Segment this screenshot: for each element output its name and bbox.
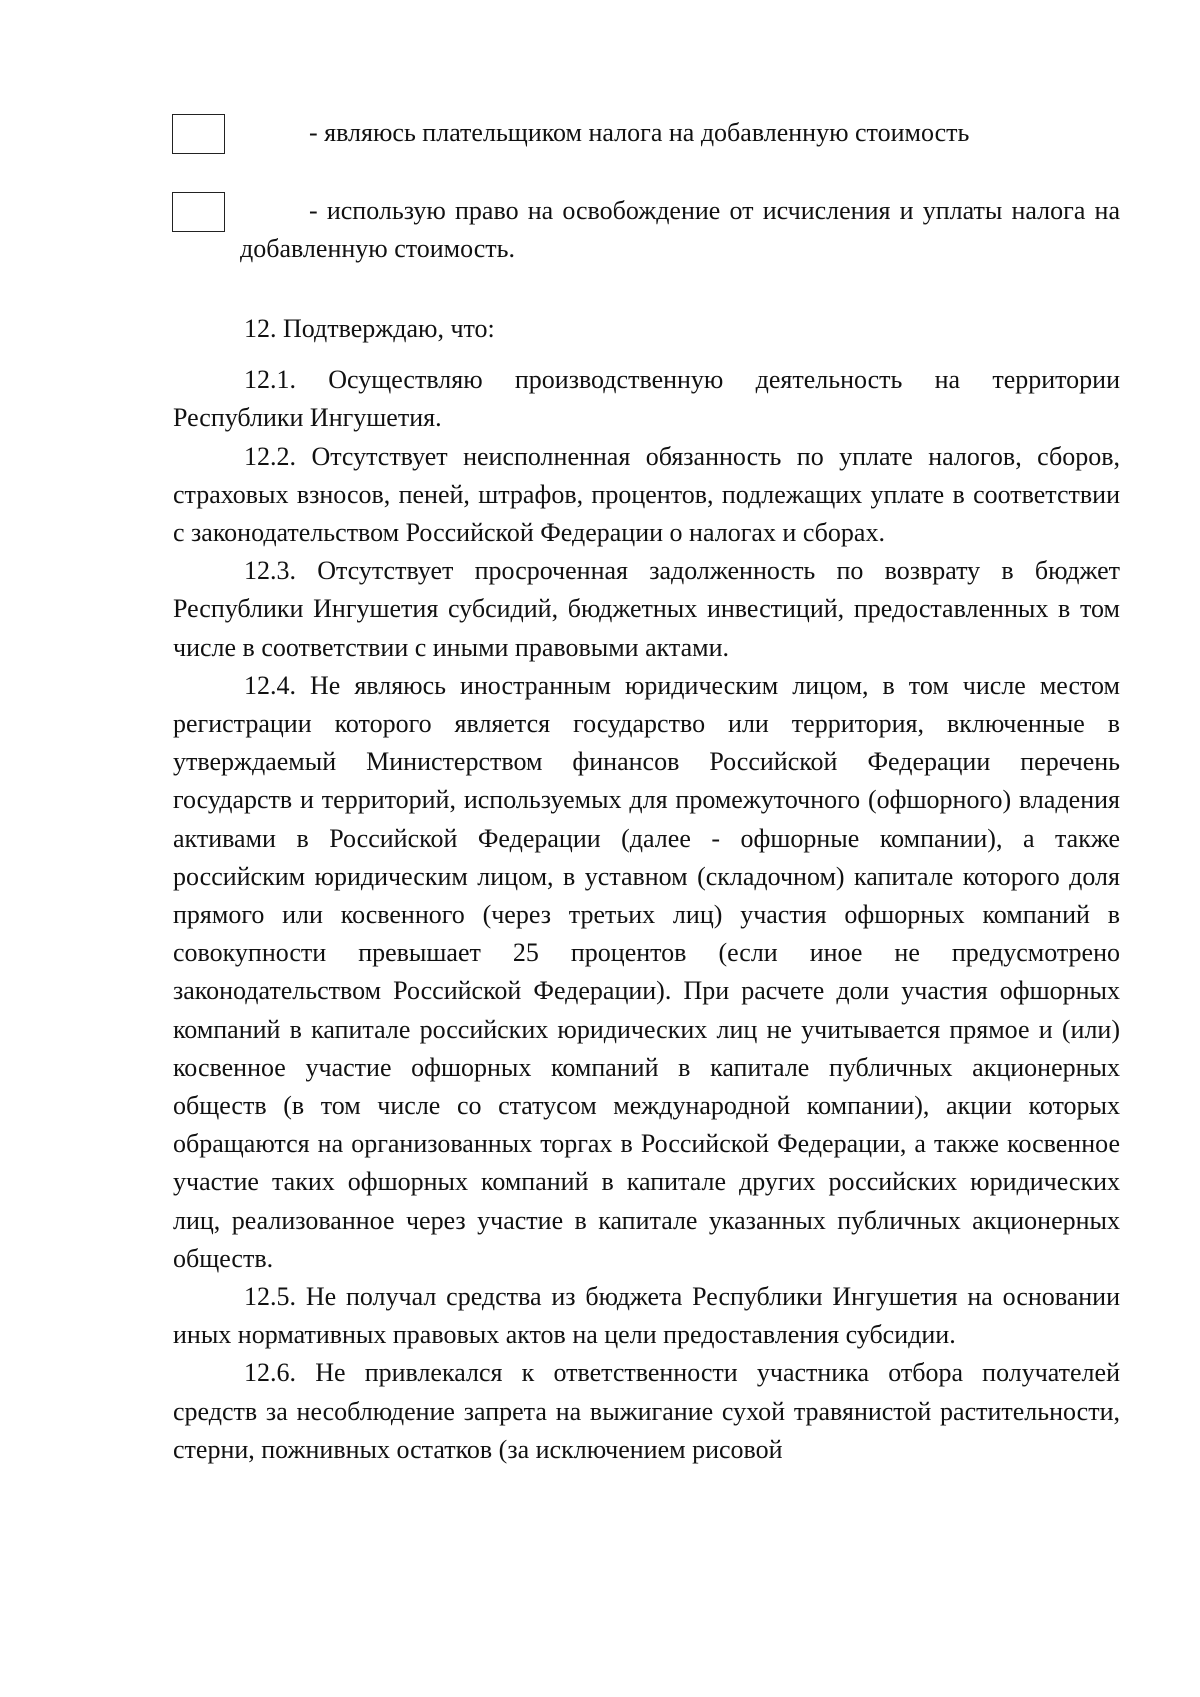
vat-exemption-option-label: - использую право на освобождение от исчисления и уплаты налога на добавленную стоимость. <box>240 196 1120 263</box>
item-12-5: 12.5. Не получал средства из бюджета Республики Ингушетия на основании иных нормативных правовых актов на цели предоставления субсидии. <box>173 1282 1120 1350</box>
item-12-4: 12.4. Не являюсь иностранным юридическим лицом, в том числе местом регистрации которого является государство или территория, включенные в утверждаемый Министерством финансов Российской Федерации перечень государств и территорий, используемых для промежуточного (офшорного) владения активами в Российской Федерации (далее - офшорные компании), а также российским юридическим лицом, в уставном (складочном) капитале которого доля прямого или косвенного (через третьих лиц) участия офшорных компаний в совокупности превышает 25 процентов (если иное не предусмотрено законодательством Российской Федерации). При расчете доли участия офшорных компаний в капитале российских юридических лиц не учитывается прямое и (или) косвенное участие офшорных компаний в капитале публичных акционерных обществ (в том числе со статусом международной компании), акции которых обращаются на организованных торгах в Российской Федерации, а также косвенное участие таких офшорных компаний в капитале других российских юридических лиц, реализованное через участие в капитале указанных публичных акционерных обществ. <box>173 670 1120 1273</box>
vat-exemption-checkbox[interactable] <box>172 192 225 232</box>
section-heading: 12. Подтверждаю, что: <box>244 314 495 343</box>
item-12-3: 12.3. Отсутствует просроченная задолженность по возврату в бюджет Республики Ингушетия субсидий, бюджетных инвестиций, предоставленных в том числе в соответствии с иными правовыми актами. <box>173 556 1120 662</box>
confirmation-section <box>173 310 1120 1469</box>
item-12-6: 12.6. Не привлекался к ответственности участника отбора получателей средств за несоблюдение запрета на выжигание сухой травянистой растительности, стерни, пожнивных остатков (за исключением рисовой <box>173 1358 1120 1464</box>
vat-payer-option-label: - являюсь плательщиком налога на добавленную стоимость <box>309 118 970 147</box>
vat-payer-checkbox[interactable] <box>172 114 225 154</box>
item-12-2: 12.2. Отсутствует неисполненная обязанность по уплате налогов, сборов, страховых взносов, пеней, штрафов, процентов, подлежащих уплате в соответствии с законодательством Российской Федерации о налогах и сборах. <box>173 441 1120 548</box>
item-12-1: 12.1. Осуществляю производственную деятельность на территории Республики Ингушетия. <box>173 365 1120 433</box>
